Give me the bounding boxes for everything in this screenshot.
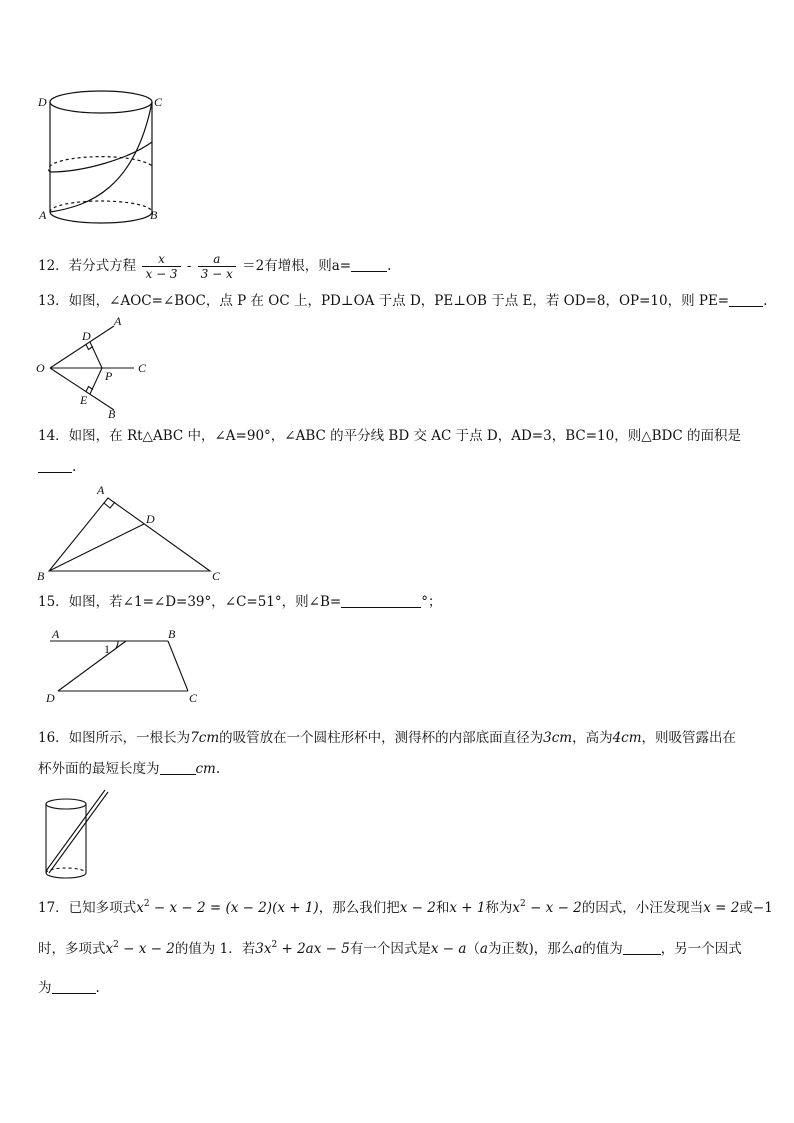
label-C: C [189,691,198,705]
fraction-2: $\frac{a}{3 - x}$ [198,252,236,281]
answer-blank-15[interactable] [341,593,421,608]
label-E: E [80,393,88,407]
angle-bisector-figure [30,310,160,420]
answer-blank-17a[interactable] [623,940,661,955]
question-14-line2: . [38,457,76,477]
question-15: 15．如图，若∠1=∠D=39°，∠C=51°，则∠B= °； [38,594,442,610]
question-13: 13．如图，∠AOC=∠BOC，点 P 在 OC 上，PD⊥OA 于点 D，PE⊥OB 于点 E，若 OD=8，OP=10，则 PE= . [38,293,768,309]
fraction-1: $\frac{x}{x - 3}$ [142,252,180,281]
answer-blank-17b[interactable] [52,979,96,994]
question-17-line2: 时，多项式$x^2 - x - 2$的值为 1．若$3x^2 + 2ax - 5$有一个因式是x − a（a为正数)，那么a的值为 ，另一个因式 [38,940,742,957]
label-D: D [146,512,155,526]
label-B: B [37,569,45,583]
trapezoid-figure [30,624,210,709]
answer-blank-14[interactable] [38,458,72,473]
question-16: 16．如图所示，一根长为7cm的吸管放在一个圆柱形杯中，测得杯的内部底面直径为3cm，高为4cm，则吸管露出在 [38,730,737,746]
answer-blank-13[interactable] [729,292,763,307]
label-A: A [114,314,122,328]
label-O: O [36,361,45,375]
question-17: 17．已知多项式$x^2 - x - 2 = (x - 2)(x + 1)$，那么我们把x − 2和x + 1称为$x^2 - x - 2$的因式，小汪发现当x = 2或−1 [38,899,773,916]
label-C: C [138,361,147,375]
cylinder-spiral-figure [30,88,180,233]
answer-blank-12[interactable] [351,257,387,272]
label-A: A [52,627,60,641]
cup-straw-figure [38,786,118,886]
label-angle-1: 1 [104,642,110,656]
label-C: C [154,95,163,109]
question-17-line3: 为 . [38,980,100,996]
label-A: A [39,208,47,222]
label-D: D [82,329,91,343]
label-B: B [108,407,116,421]
label-A: A [97,483,105,497]
question-14: 14．如图，在 Rt△ABC 中，∠A=90°，∠ABC 的平分线 BD 交 AC 于点 D，AD=3，BC=10，则△BDC 的面积是 [38,428,741,444]
label-D: D [46,691,55,705]
question-16-line2: 杯外面的最短长度为 cm. [38,761,221,777]
label-B: B [150,208,158,222]
label-C: C [212,569,221,583]
right-triangle-figure [30,480,230,585]
label-B: B [168,627,176,641]
label-D: D [38,95,47,109]
label-P: P [105,369,113,383]
answer-blank-16[interactable] [160,760,196,775]
question-12: 12．若分式方程 $\frac{x}{x - 3}$ - $\frac{a}{3 - x}$ ＝2有增根，则a= . [38,252,392,281]
